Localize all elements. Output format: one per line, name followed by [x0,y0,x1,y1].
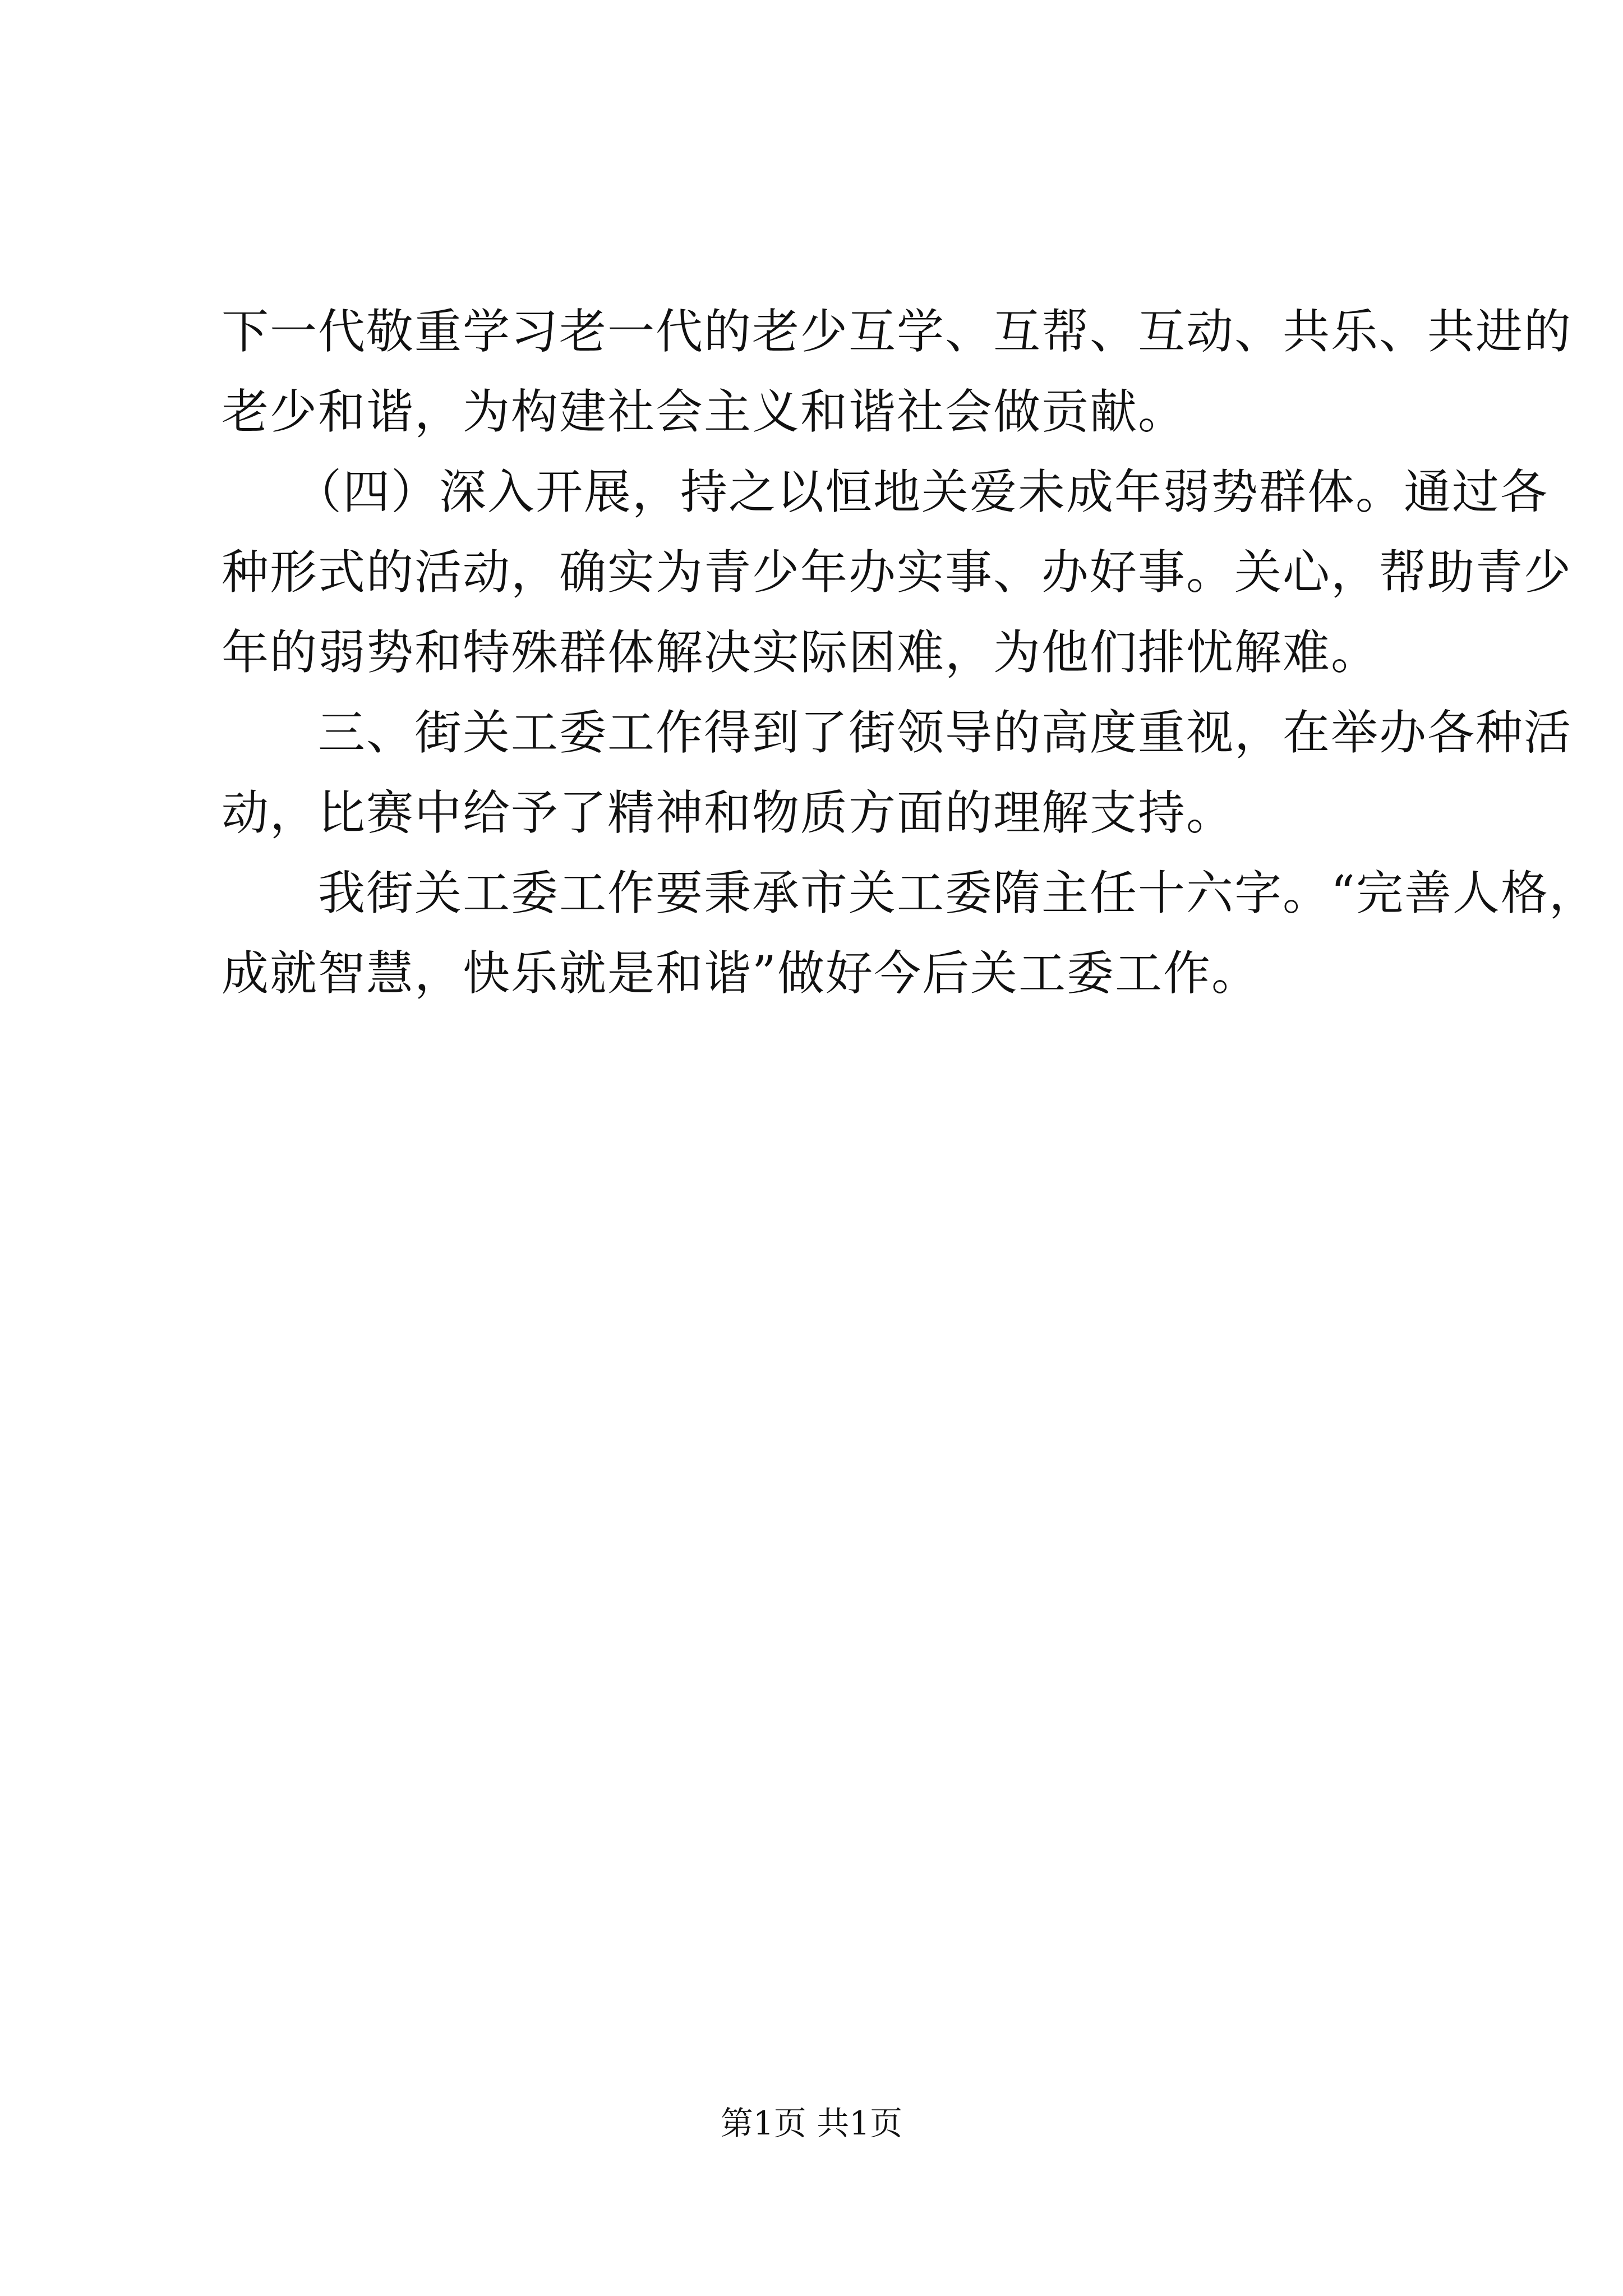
text-line: 成就智慧，快乐就是和谐”做好今后关工委工作。 [222,946,1260,1001]
text-line: 老少和谐，为构建社会主义和谐社会做贡献。 [222,384,1187,439]
text-line: （四）深入开展，持之以恒地关爱未成年弱势群体。通过各 [222,464,1549,519]
text-line: 种形式的活动，确实为青少年办实事、办好事。关心，帮助青少 [222,545,1573,600]
text-line: 年的弱势和特殊群体解决实际困难，为他们排忧解难。 [222,625,1380,680]
text-line: 下一代敬重学习老一代的老少互学、互帮、互动、共乐、共进的 [222,304,1573,359]
text-line: 动，比赛中给予了精神和物质方面的理解支持。 [222,785,1235,840]
text-line: 我街关工委工作要秉承市关工委隋主任十六字。“完善人格， [222,866,1597,921]
document-body [222,292,1597,1014]
text-line: 三、街关工委工作得到了街领导的高度重视，在举办各种活 [222,705,1573,760]
page-footer: 第1页 共1页 [720,2104,903,2142]
